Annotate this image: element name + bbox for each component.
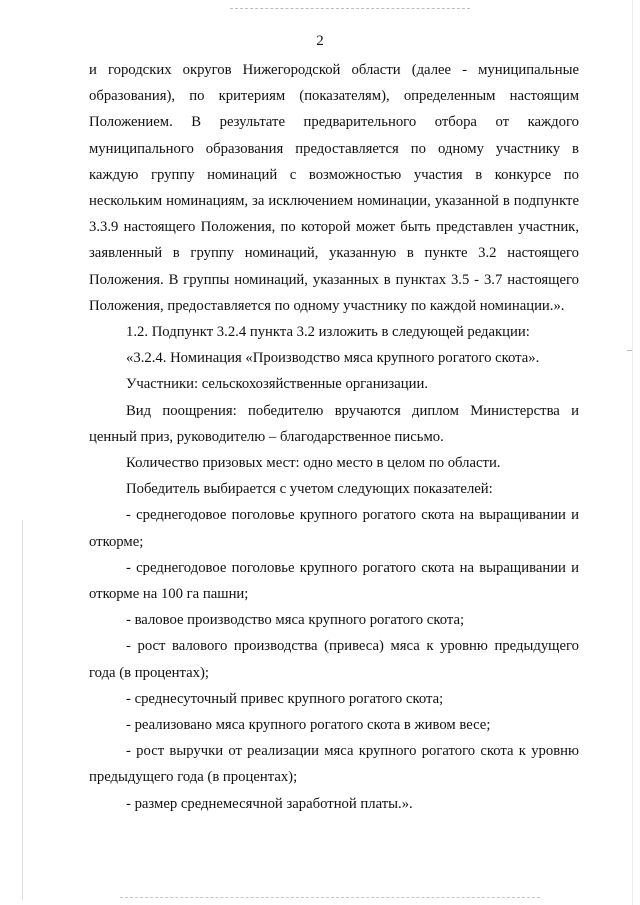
criteria-list-item: - среднесуточный привес крупного рогатого скота; <box>126 690 444 707</box>
document-body <box>89 57 579 817</box>
scan-artifact-mark <box>627 350 632 351</box>
criteria-list-item: - рост выручки от реализации мяса крупного рогатого скота к уровню предыдущего года (в процентах); <box>89 743 579 786</box>
paragraph-participants: Участники: сельскохозяйственные организации. <box>126 376 428 393</box>
paragraph-amendment: 1.2. Подпункт 3.2.4 пункта 3.2 изложить в следующей редакции: <box>126 324 530 341</box>
paragraph-reward: Вид поощрения: победителю вручаются диплом Министерства и ценный приз, руководителю – благодарственное письмо. <box>89 402 579 445</box>
scan-artifact-bottom <box>120 897 540 899</box>
scan-artifact-left-edge <box>22 520 24 900</box>
paragraph-continuation: и городских округов Нижегородской области (далее - муниципальные образования), по критериям (показателям), определенным настоящим Положением. В результате предварительного отбора от каждого муниципального образования предоставляется по одному участнику в каждую группу номинаций с возможностью участия в конкурсе по нескольким номинациям, за исключением номинации, указанной в подпункте 3.3.9 настоящего Положения, по которой может быть представлен участник, заявленный в группу номинаций, указанную в пункте 3.2 настоящего Положения. В группы номинаций, указанных в пунктах 3.5 - 3.7 настоящего Положения, предоставляется по одному участнику по каждой номинации.». <box>89 62 579 314</box>
criteria-list-item: - среднегодовое поголовье крупного рогатого скота на выращивании и откорме; <box>89 507 579 550</box>
paragraph-prize-places: Количество призовых мест: одно место в целом по области. <box>126 455 501 472</box>
scan-artifact-right-edge <box>632 0 634 905</box>
criteria-list-item: - рост валового производства (привеса) мяса к уровню предыдущего года (в процентах); <box>89 638 579 681</box>
criteria-list-item: - среднегодовое поголовье крупного рогатого скота на выращивании и откорме на 100 га пашни; <box>89 559 579 603</box>
criteria-list-item: - размер среднемесячной заработной платы.». <box>126 795 413 812</box>
page-number: 2 <box>316 33 324 49</box>
criteria-list-item: - валовое производство мяса крупного рогатого скота; <box>126 612 465 629</box>
paragraph-criteria-intro: Победитель выбирается с учетом следующих показателей: <box>126 481 493 498</box>
paragraph-nomination-title: «3.2.4. Номинация «Производство мяса крупного рогатого скота». <box>126 350 540 367</box>
scan-artifact-top <box>230 8 470 10</box>
criteria-list-item: - реализовано мяса крупного рогатого скота в живом весе; <box>126 717 491 734</box>
